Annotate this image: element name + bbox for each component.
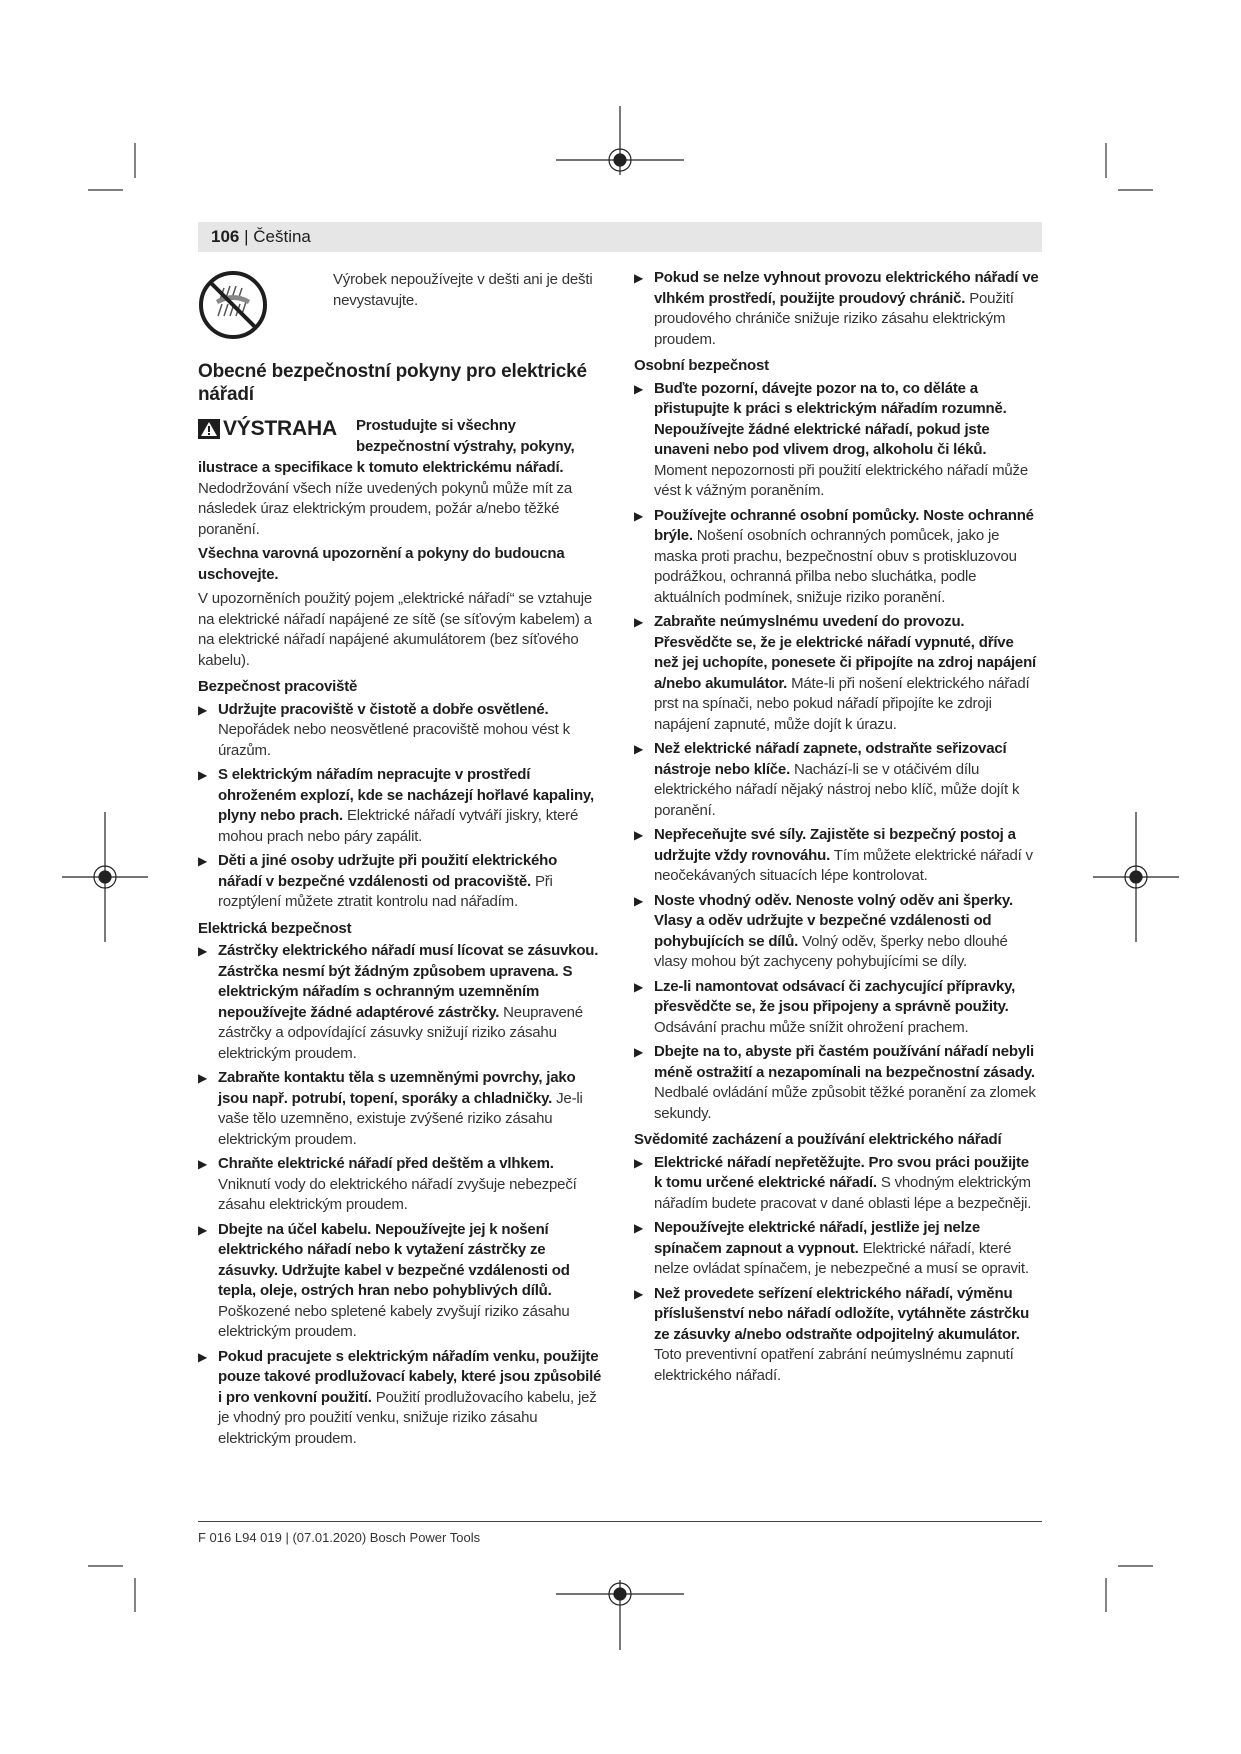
page-header [211,227,311,247]
item-normal: Poškozené nebo spletené kabely zvyšují riziko zásahu elektrickým proudem. [218,1302,570,1340]
bullet-arrow-icon: ▶ [198,702,208,717]
item-bold: S elektrickým nářadím nepracujte v prostředí ohroženém explozí, kde se nacházejí hořlavé kapaliny, plyny nebo prach. [218,766,594,824]
item-bold: Chraňte elektrické nářadí před deštěm a vlhkem. [218,1155,554,1172]
bullet-arrow-icon: ▶ [198,1349,208,1364]
right-column [634,268,1039,1390]
item-normal: Tím můžete elektrické nářadí v neočekávaných situacích lépe kontrolovat. [654,846,1033,884]
page-number: 106 [211,227,240,246]
bullet-arrow-icon: ▶ [634,1286,644,1301]
bullet-arrow-icon: ▶ [198,854,208,868]
registration-mark-right [1093,812,1179,942]
item-bold: Buďte pozorní, dávejte pozor na to, co děláte a přistupujte k práci s elektrickým nářadím rozumně. Nepoužívejte žádné elektrické nářadí, pokud jste unaveni nebo pod vlivem drog, alkoholu či léků. [654,379,1007,458]
registration-mark-bottom [556,1580,684,1650]
bullet-arrow-icon: ▶ [634,1045,644,1059]
item-normal: Vniknutí vody do elektrického nářadí zvyšuje nebezpečí zásahu elektrickým proudem. [218,1175,577,1213]
list-item [634,891,1039,973]
bullet-arrow-icon: ▶ [634,1221,644,1235]
item-bold: Než provedete seřízení elektrického nářadí, výměnu příslušenství nebo nářadí odložíte, vytáhněte zástrčku ze zásuvky a/nebo odstraňte odpojitelný akumulátor. [654,1284,1030,1343]
list-item [634,825,1039,887]
registration-mark-top [556,106,684,175]
item-bold: Pokud pracujete s elektrickým nářadím venku, použijte pouze takové prodlužovací kabely, které jsou způsobilé i pro venkovní použití. [218,1347,602,1406]
warning-normal-text: Nedodržování všech níže uvedených pokynů může mít za následek úraz elektrickým proudem, požár a/nebo těžké poranění. [198,479,572,538]
bullet-arrow-icon: ▶ [198,1222,208,1237]
warning-label-text: VÝSTRAHA [223,417,337,440]
list-item [198,1347,603,1450]
item-normal: Volný oděv, šperky nebo dlouhé vlasy mohou být zachyceny pohybujícími se díly. [654,932,1008,970]
item-bold: Nepřeceňujte své síly. Zajistěte si bezpečný postoj a udržujte vždy rovnováhu. [654,826,1016,864]
header-separator: | [239,227,254,246]
item-normal: Použití proudového chrániče snižuje riziko zásahu elektrickým proudem. [654,289,1014,348]
item-normal: Použití prodlužovacího kabelu, jež je vhodný pro použití venku, snižuje riziko zásahu elektrickým proudem. [218,1388,597,1447]
item-normal: Je-li vaše tělo uzemněno, existuje zvýšené riziko zásahu elektrickým proudem. [218,1089,583,1148]
term-definition-text: V upozorněních použitý pojem „elektrické nářadí“ se vztahuje na elektrické nářadí napájené ze sítě (se síťovým kabelem) a na elektrické nářadí napájené akumulátorem (bez síťového kabelu). [198,590,593,669]
item-bold: Elektrické nářadí nepřetěžujte. Pro svou práci použijte k tomu určené elektrické nářadí. [654,1153,1029,1191]
list-item [198,941,603,1064]
list-item [634,1153,1039,1215]
item-normal: Nošení osobních ochranných pomůcek, jako je maska proti prachu, bezpečnostní obuv s protiskluzovou podrážkou, ochranná přilba nebo sluchátka, podle aktuálních podmínek, snižuje riziko poranění. [654,527,1017,606]
list-item [634,1218,1039,1280]
bullet-arrow-icon: ▶ [198,1071,208,1085]
item-bold: Než elektrické nářadí zapnete, odstraňte seřizovací nástroje nebo klíče. [654,740,1007,778]
list-item [634,268,1039,350]
list-item [634,977,1039,1039]
item-bold: Dbejte na to, abyste při častém používání nářadí nebyli méně ostražití a nezapomínali na bezpečnostní zásady. [654,1043,1035,1081]
item-bold: Děti a jiné osoby udržujte při použití elektrického nářadí v bezpečné vzdálenosti od pracoviště. [218,852,558,890]
warning-row [198,416,603,458]
item-bold: Udržujte pracoviště v čistotě a dobře osvětlené. [218,700,549,718]
bullet-arrow-icon: ▶ [634,979,644,994]
page-footer: F 016 L94 019 | (07.01.2020) Bosch Power Tools [198,1530,481,1545]
personal-safety-list [634,379,1039,1125]
item-normal: Moment nepozornosti při použití elektrického nářadí může vést k vážným poraněním. [654,461,1028,499]
item-normal: S vhodným elektrickým nářadím budete pracovat v dané oblasti lépe a bezpečněji. [654,1174,1032,1212]
bullet-arrow-icon: ▶ [634,381,644,396]
item-bold: Zabraňte neúmyslnému uvedení do provozu. Přesvědčte se, že je elektrické nářadí vypnuté, dříve než jej uchopíte, ponesete či připojíte na zdroj napájení a/nebo akumulátor. [654,613,1036,692]
bullet-arrow-icon: ▶ [634,1155,644,1170]
list-item [634,739,1039,821]
warning-bold-text-2: ilustrace a specifikace k tomuto elektrickému nářadí. [198,459,564,476]
list-item [198,1068,603,1150]
electrical-heading: Elektrická bezpečnost [198,919,352,937]
header-language: Čeština [253,227,311,246]
item-bold: Používejte ochranné osobní pomůcky. Noste ochranné brýle. [654,506,1034,544]
bullet-arrow-icon: ▶ [198,944,208,958]
warning-bold-text-1: Prostudujte si všechny bezpečnostní výstrahy, pokyny, [356,417,575,455]
bullet-arrow-icon: ▶ [198,1157,208,1171]
item-bold: Lze-li namontovat odsávací či zachycující přípravky, přesvědčte se, že jsou připojeny a správně použity. [654,977,1016,1015]
keep-instructions-text: Všechna varovná upozornění a pokyny do budoucna uschovejte. [198,545,565,583]
footer-rule [198,1521,1042,1522]
registration-mark-left [62,812,148,942]
warning-label [198,416,337,442]
item-normal: Nepořádek nebo neosvětlené pracoviště mohou vést k úrazům. [218,721,570,759]
item-normal: Toto preventivní opatření zabrání neúmyslnému zapnutí elektrického nářadí. [654,1346,1014,1384]
list-item [198,1154,603,1216]
bullet-arrow-icon: ▶ [634,893,644,908]
work-area-list [198,700,603,913]
item-bold: Dbejte na účel kabelu. Nepoužívejte jej k nošení elektrického nářadí nebo k vytažení zástrčky ze zásuvky. Udržujte kabel v bezpečné vzdálenosti od tepla, oleje, ostrých hran nebo pohyblivých dílů. [218,1220,570,1299]
work-area-heading: Bezpečnost pracoviště [198,678,358,695]
item-normal: Nedbalé ovládání může způsobit těžké poranění za zlomek sekundy. [654,1084,1036,1122]
list-item [198,1220,603,1343]
bullet-arrow-icon: ▶ [634,615,644,629]
section-title: Obecné bezpečnostní pokyny pro elektrické nářadí [198,361,587,405]
item-normal: Elektrické nářadí, které nelze ovládat spínačem, je nebezpečné a musí se opravit. [654,1239,1029,1277]
list-item [634,1284,1039,1387]
rain-notice-text: Výrobek nepoužívejte v dešti ani je dešti nevystavujte. [333,271,593,309]
item-normal: Neupravené zástrčky a odpovídající zásuvky snižují riziko zásahu elektrickým proudem. [218,1003,583,1062]
list-item [634,379,1039,502]
item-normal: Odsávání prachu může snížit ohrožení prachem. [654,1018,969,1036]
item-bold: Zástrčky elektrického nářadí musí lícovat se zásuvkou. Zástrčka nesmí být žádným způsobem upravena. S elektrickým nářadím s ochranným uzemněním nepoužívejte žádné adaptérové zástrčky. [218,942,599,1021]
item-bold: Pokud se nelze vyhnout provozu elektrického nářadí ve vlhkém prostředí, použijte proudový chránič. [654,269,1039,307]
bullet-arrow-icon: ▶ [198,768,208,782]
warning-triangle-icon [198,419,220,439]
list-item [198,765,603,847]
no-rain-icon [198,270,268,340]
tool-use-heading: Svědomité zacházení a používání elektrického nářadí [634,1131,1002,1148]
item-bold: Zabraňte kontaktu těla s uzemněnými povrchy, jako jsou např. potrubí, topení, sporáky a chladničky. [218,1069,576,1107]
item-normal: Při rozptýlení můžete ztratit kontrolu nad nářadím. [218,872,553,910]
list-item [634,1042,1039,1124]
list-item [198,700,603,762]
page-header-bar [198,222,1042,252]
electrical-list [198,941,603,1449]
bullet-arrow-icon: ▶ [634,828,644,842]
list-item [634,612,1039,735]
item-bold: Noste vhodný oděv. Nenoste volný oděv ani šperky. Vlasy a oděv udržujte v bezpečné vzdálenosti od pohybujících se dílů. [654,891,1013,950]
item-bold: Nepoužívejte elektrické nářadí, jestliže jej nelze spínačem zapnout a vypnout. [654,1219,980,1257]
bullet-arrow-icon: ▶ [634,508,644,523]
tool-use-list [634,1153,1039,1387]
list-item [198,851,603,913]
bullet-arrow-icon: ▶ [634,271,644,285]
list-item [634,506,1039,609]
rain-notice-block [198,268,603,340]
item-normal: Nachází-li se v otáčivém dílu elektrického nářadí nějaký nástroj nebo klíč, může dojít k poranění. [654,760,1020,819]
personal-safety-heading: Osobní bezpečnost [634,357,769,374]
item-normal: Elektrické nářadí vytváří jiskry, které mohou prach nebo páry zapálit. [218,807,579,845]
item-normal: Máte-li při nošení elektrického nářadí prst na spínači, nebo pokud nářadí připojíte ke zdroji napájení zapnuté, může dojít k úrazu. [654,674,1030,733]
bullet-arrow-icon: ▶ [634,742,644,756]
left-column [198,268,603,1453]
